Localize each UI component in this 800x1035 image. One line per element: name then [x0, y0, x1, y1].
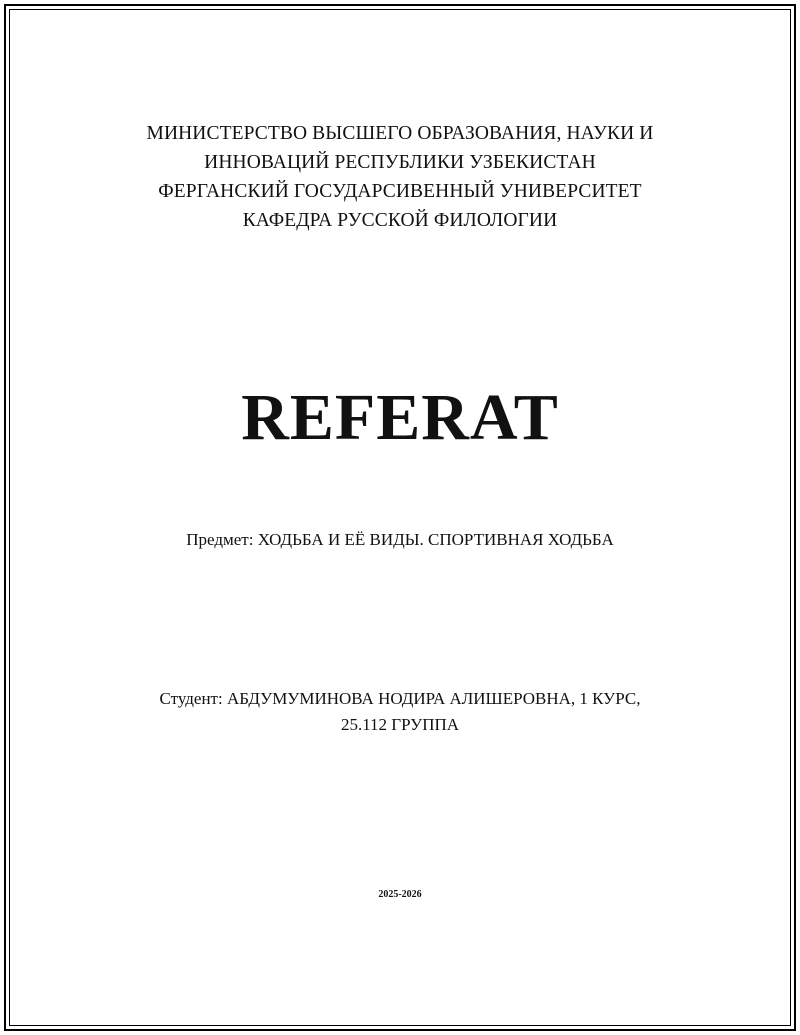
header-line-ministry-cont: ИННОВАЦИЙ РЕСПУБЛИКИ УЗБЕКИСТАН [204, 152, 596, 173]
student-line-group: 25.112 ГРУППА [340, 715, 460, 734]
academic-year: 2025-2026 [378, 889, 422, 900]
subject-line: Предмет: ХОДЬБА И ЕЁ ВИДЫ. СПОРТИВНАЯ ХОДЬБА [186, 530, 614, 549]
institution-header [0, 119, 800, 235]
document-title: REFERAT [241, 381, 559, 454]
header-line-ministry: МИНИСТЕРСТВО ВЫСШЕГО ОБРАЗОВАНИЯ, НАУКИ И [146, 123, 654, 144]
student-info [0, 686, 800, 738]
header-line-department: КАФЕДРА РУССКОЙ ФИЛОЛОГИИ [242, 210, 558, 231]
header-line-university: ФЕРГАНСКИЙ ГОСУДАРСИВЕННЫЙ УНИВЕРСИТЕТ [158, 181, 642, 202]
student-line-name: Студент: АБДУМУМИНОВА НОДИРА АЛИШЕРОВНА, 1 КУРС, [159, 689, 641, 708]
